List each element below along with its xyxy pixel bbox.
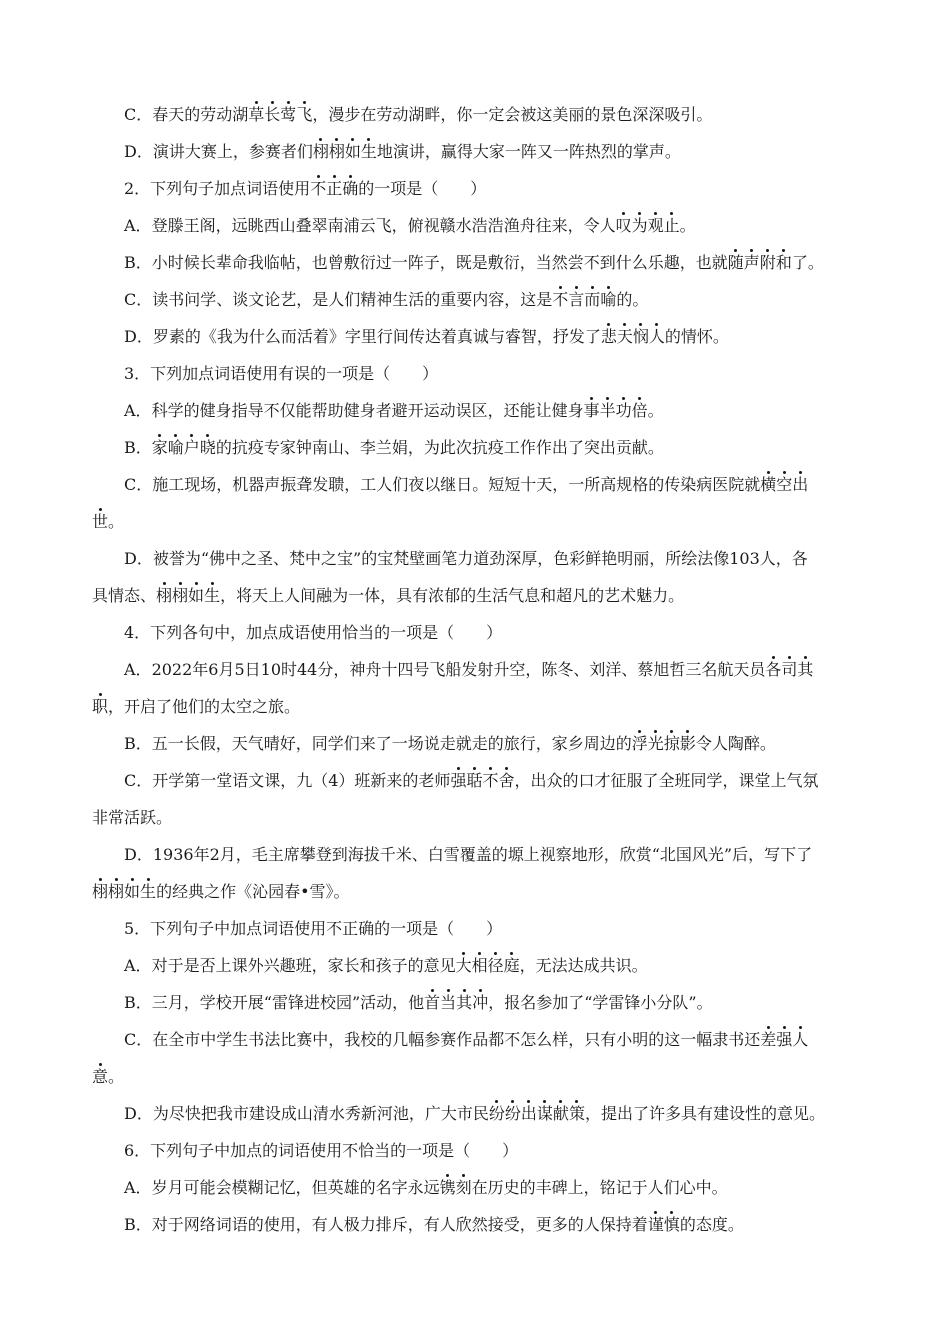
option-label: A．: [124, 401, 152, 420]
emphasis-char: 人: [648, 327, 665, 346]
dotted-term: [92, 882, 156, 901]
emphasis-char: 不: [310, 179, 327, 198]
option-text: 对于网络词语的使用，有人极力排斥，有人欣然接受，更多的人保持着: [151, 1215, 648, 1234]
emphasis-char: 空: [776, 475, 793, 494]
option-text: ，漫步在劳动湖畔，你一定会被这美丽的景色深深吸引。: [312, 105, 713, 124]
option-text: 登滕王阁，远眺西山叠翠南浦云飞，俯视赣水浩浩渔舟往来，令人: [151, 216, 616, 235]
emphasis-char: 冲: [472, 993, 489, 1012]
option-label: C．: [124, 290, 153, 309]
option-label: A．: [124, 1178, 152, 1197]
option-text: 的。: [616, 290, 649, 309]
dotted-term: [760, 1030, 808, 1049]
emphasis-char: 生: [360, 142, 377, 161]
dotted-term: [632, 734, 696, 753]
emphasis-char: 观: [647, 216, 664, 235]
dotted-term: [456, 956, 520, 975]
q4-option-c: [124, 770, 862, 792]
emphasis-char: 纷: [504, 1104, 521, 1123]
option-text: 科学的健身指导不仅能帮助健身者避开运动误区，还能让健身: [151, 401, 584, 420]
option-text: ，将天上人间融为一体，具有浓郁的生活气息和超凡的艺术魅力。: [220, 586, 685, 605]
option-text: ，提出了许多具有建设性的意见。: [584, 1104, 825, 1123]
q4-stem: 4．下列各句中，加点成语使用恰当的一项是（ ）: [124, 623, 503, 642]
emphasis-char: 其: [797, 660, 814, 679]
emphasis-char: 影: [679, 734, 696, 753]
q2-option-c: [124, 289, 862, 311]
option-label: C．: [124, 105, 153, 124]
option-text: 具情态、: [92, 586, 157, 605]
q3-option-d: [124, 548, 862, 570]
option-label: C．: [124, 475, 153, 494]
emphasis-char: 世: [92, 512, 109, 531]
dotted-term: [601, 327, 665, 346]
q4-option-b: [124, 733, 862, 755]
dotted-term: [92, 697, 108, 716]
q5-option-c: [124, 1029, 862, 1051]
q1-option-d: [124, 141, 862, 163]
option-text: 三月，学校开展“雷锋进校园”活动，他: [151, 993, 425, 1012]
emphasis-char: 径: [487, 956, 504, 975]
option-text: 2022年6月5日10时44分，神舟十四号飞船发射升空，陈冬、刘洋、蔡旭哲三名航天员: [151, 660, 766, 679]
option-label: A．: [124, 660, 152, 679]
option-label: B．: [124, 253, 152, 272]
option-label: D．: [124, 142, 153, 161]
emphasis-char: 谨: [647, 1215, 664, 1234]
dotted-term: [765, 660, 813, 679]
emphasis-char: 确: [342, 179, 359, 198]
q3-stem: 3．下列加点词语使用有误的一项是（ ）: [124, 364, 439, 383]
option-label: C．: [124, 771, 153, 790]
dotted-term: [728, 253, 792, 272]
option-text: 小时候长辈命我临帖，也曾敷衍过一阵子，既是敷衍，当然尝不到什么乐趣，也就: [151, 253, 728, 272]
emphasis-char: 纷: [488, 1104, 505, 1123]
emphasis-char: 当: [440, 993, 457, 1012]
option-label: B．: [124, 1215, 152, 1234]
dotted-term: [616, 216, 680, 235]
emphasis-char: 事: [583, 401, 600, 420]
emphasis-char: 为: [631, 216, 648, 235]
emphasis-char: 叹: [615, 216, 632, 235]
emphasis-char: 正: [326, 179, 343, 198]
emphasis-char: 而: [584, 290, 601, 309]
dotted-term: [450, 771, 514, 790]
option-text: 被誉为“佛中之圣、梵中之宝”的宝梵壁画笔力道劲深厚，色彩鲜艳明丽，所绘法像103人，各: [152, 549, 808, 568]
option-text: 的态度。: [679, 1215, 744, 1234]
dotted-term: [440, 1178, 472, 1197]
dotted-term: [92, 1067, 108, 1086]
stem-text: 2．下列句子加点词语使用: [124, 179, 311, 198]
emphasis-char: 家: [151, 438, 168, 457]
dotted-term: [92, 512, 108, 531]
option-label: B．: [124, 993, 152, 1012]
option-text: 五一长假，天气晴好，同学们来了一场说走就走的旅行，家乡周边的: [151, 734, 632, 753]
emphasis-char: 不: [552, 290, 569, 309]
emphasis-char: 谋: [536, 1104, 553, 1123]
emphasis-char: 出: [520, 1104, 537, 1123]
q2-option-b: [124, 252, 862, 274]
emphasis-char: 晓: [199, 438, 216, 457]
option-text: 。: [108, 512, 125, 531]
emphasis-char: 大: [455, 956, 472, 975]
q6-option-a: [124, 1177, 862, 1199]
dotted-term: [248, 105, 312, 124]
option-text: 在历史的丰碑上，铭记于人们心中。: [471, 1178, 728, 1197]
dotted-term: [152, 438, 216, 457]
emphasis-char: 慎: [663, 1215, 680, 1234]
emphasis-char: 光: [647, 734, 664, 753]
option-text: 为尽快把我市建设成山清水秀新河池，广大市民: [152, 1104, 489, 1123]
emphasis-char: 如: [344, 142, 361, 161]
emphasis-char: 职: [92, 697, 109, 716]
emphasis-char: 出: [792, 475, 809, 494]
emphasis-char: 止: [663, 216, 680, 235]
emphasis-char: 横: [760, 475, 777, 494]
emphasis-char: 莺: [280, 105, 297, 124]
q3-option-d-wrap: [92, 585, 862, 607]
option-text: 开学第一堂语文课，九（4）班新来的老师: [152, 771, 451, 790]
option-text: 地演讲，赢得大家一阵又一阵热烈的掌声。: [376, 142, 681, 161]
q5-stem: 5．下列句子中加点词语使用不正确的一项是（ ）: [124, 919, 503, 938]
option-text: ，报名参加了“学雷锋小分队”。: [488, 993, 713, 1012]
q5-option-c-wrap: [92, 1066, 862, 1088]
option-label: B．: [124, 438, 152, 457]
emphasis-char: 栩: [92, 882, 109, 901]
dotted-term: [648, 1215, 680, 1234]
option-text: 在全市中学生书法比赛中，我校的几幅参赛作品都不怎么样，只有小明的这一幅隶书还: [152, 1030, 761, 1049]
emphasis-char: 镌: [439, 1178, 456, 1197]
emphasis-char: 生: [204, 586, 221, 605]
q2-stem: [124, 178, 862, 200]
emphasis-char: 各: [765, 660, 782, 679]
emphasis-char: 长: [264, 105, 281, 124]
emphasis-char: 献: [552, 1104, 569, 1123]
emphasis-char: 栩: [108, 882, 125, 901]
emphasis-char: 户: [183, 438, 200, 457]
emphasis-char: 声: [743, 253, 760, 272]
option-label: A．: [124, 956, 152, 975]
emphasis-char: 司: [781, 660, 798, 679]
option-text: ，开启了他们的太空之旅。: [108, 697, 301, 716]
emphasis-char: 半: [599, 401, 616, 420]
emphasis-char: 刻: [455, 1178, 472, 1197]
option-text: 了。: [791, 253, 824, 272]
stem-text: 的一项是（ ）: [358, 179, 487, 198]
emphasis-char: 不: [482, 771, 499, 790]
option-text: 。: [647, 401, 664, 420]
emphasis-char: 言: [568, 290, 585, 309]
option-text: 的经典之作《沁园春•雪》。: [156, 882, 350, 901]
option-label: D．: [124, 1104, 153, 1123]
q5-option-b: [124, 992, 862, 1014]
emphasis-char: 喻: [600, 290, 617, 309]
emphasis-char: 栩: [312, 142, 329, 161]
option-text: 春天的劳动湖: [152, 105, 249, 124]
option-text: 。: [679, 216, 696, 235]
emphasis-char: 人: [792, 1030, 809, 1049]
option-text: 1936年2月，毛主席攀登到海拔千米、白雪覆盖的塬上视察地形，欣赏“北国风光”后，写下了: [152, 845, 813, 864]
emphasis-char: 差: [760, 1030, 777, 1049]
option-text: 的抗疫专家钟南山、李兰娟，为此次抗疫工作作出了突出贡献。: [215, 438, 664, 457]
emphasis-char: 功: [615, 401, 632, 420]
emphasis-char: 策: [568, 1104, 585, 1123]
emphasis-char: 悯: [632, 327, 649, 346]
emphasis-char: 相: [471, 956, 488, 975]
emphasis-char: 倍: [631, 401, 648, 420]
emphasis-char: 首: [424, 993, 441, 1012]
option-text: ，出众的口才征服了全班同学，课堂上气氛: [514, 771, 819, 790]
option-label: C．: [124, 1030, 153, 1049]
q3-option-b: [124, 437, 862, 459]
option-label: D．: [124, 327, 153, 346]
dotted-term: [424, 993, 488, 1012]
option-label: D．: [124, 549, 153, 568]
option-label: D．: [124, 845, 153, 864]
option-text: 的情怀。: [664, 327, 729, 346]
emphasis-char: 栩: [156, 586, 173, 605]
emphasis-char: 掠: [663, 734, 680, 753]
emphasis-char: 栩: [172, 586, 189, 605]
emphasis-char: 强: [450, 771, 467, 790]
q4-option-d-wrap: [92, 881, 862, 903]
q6-option-b: [124, 1214, 862, 1236]
q5-option-d: [124, 1103, 862, 1125]
q6-stem: 6．下列句子中加点的词语使用不恰当的一项是（ ）: [124, 1141, 519, 1160]
q5-option-a: [124, 955, 862, 977]
emphasis-char: 如: [124, 882, 141, 901]
dotted-term: [310, 179, 358, 198]
emphasis-char: 庭: [503, 956, 520, 975]
emphasis-char: 栩: [328, 142, 345, 161]
q4-option-c-wrap: 非常活跃。: [92, 808, 173, 827]
emphasis-char: 生: [140, 882, 157, 901]
option-text: 对于是否上课外兴趣班，家长和孩子的意见: [151, 956, 456, 975]
emphasis-char: 随: [727, 253, 744, 272]
emphasis-char: 悲: [600, 327, 617, 346]
q3-option-a: [124, 400, 862, 422]
option-text: 罗素的《我为什么而活着》字里行间传达着真诚与睿智，抒发了: [152, 327, 601, 346]
q4-option-a: [124, 659, 862, 681]
q2-option-a: [124, 215, 862, 237]
emphasis-char: 浮: [631, 734, 648, 753]
option-text: 读书问学、谈文论艺，是人们精神生活的重要内容，这是: [152, 290, 553, 309]
emphasis-char: 喻: [167, 438, 184, 457]
q2-option-d: [124, 326, 862, 348]
q3-option-c: [124, 474, 862, 496]
q3-option-c-wrap: [92, 511, 862, 533]
emphasis-char: 附: [759, 253, 776, 272]
dotted-term: [552, 290, 616, 309]
dotted-term: [584, 401, 648, 420]
emphasis-char: 草: [248, 105, 265, 124]
dotted-term: [313, 142, 377, 161]
emphasis-char: 天: [616, 327, 633, 346]
dotted-term: [760, 475, 808, 494]
option-text: ，无法达成共识。: [519, 956, 648, 975]
emphasis-char: 和: [775, 253, 792, 272]
dotted-term: [156, 586, 220, 605]
emphasis-char: 强: [776, 1030, 793, 1049]
dotted-term: [489, 1104, 585, 1123]
option-text: 。: [108, 1067, 125, 1086]
option-text: 演讲大赛上，参赛者们: [152, 142, 313, 161]
emphasis-char: 意: [92, 1067, 109, 1086]
emphasis-char: 如: [188, 586, 205, 605]
option-text: 令人陶醉。: [695, 734, 776, 753]
option-text: 岁月可能会模糊记忆，但英雄的名字永远: [151, 1178, 440, 1197]
option-label: B．: [124, 734, 152, 753]
q4-option-d: [124, 844, 862, 866]
emphasis-char: 其: [456, 993, 473, 1012]
option-text: 施工现场，机器声振聋发聩，工人们夜以继日。短短十天，一所高规格的传染病医院就: [152, 475, 761, 494]
emphasis-char: 舍: [498, 771, 515, 790]
q1-option-c: [124, 104, 862, 126]
q4-option-a-wrap: [92, 696, 862, 718]
emphasis-char: 飞: [296, 105, 313, 124]
option-label: A．: [124, 216, 152, 235]
emphasis-char: 聒: [466, 771, 483, 790]
